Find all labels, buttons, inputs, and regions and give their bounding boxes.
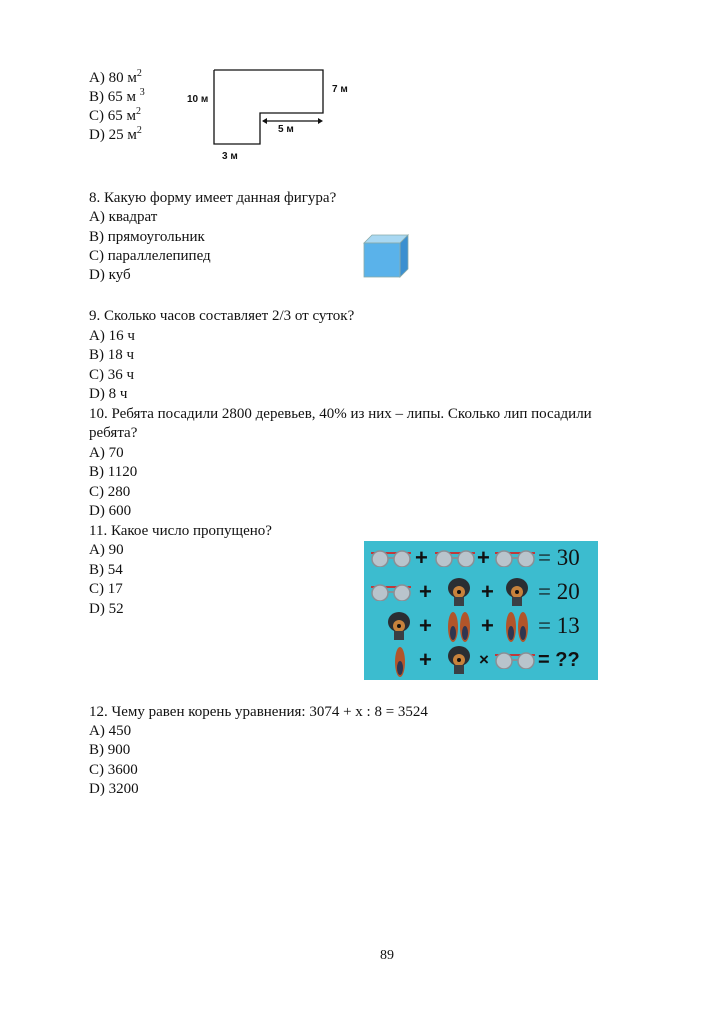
glasses-icon bbox=[434, 549, 476, 567]
dog-icon bbox=[504, 577, 530, 607]
q8-question: 8. Какую форму имеет данная фигура? bbox=[89, 190, 337, 206]
times-sign: × bbox=[479, 650, 489, 669]
option-text: C) 65 м bbox=[89, 108, 136, 124]
puzzle-row-4 bbox=[364, 645, 598, 679]
q8-option-a: A) квадрат bbox=[89, 209, 158, 225]
q9-option-b: B) 18 ч bbox=[89, 347, 135, 363]
q10-option-d: D) 600 bbox=[89, 503, 132, 519]
puzzle-result: = 13 bbox=[538, 613, 580, 638]
glasses-icon bbox=[494, 549, 536, 567]
puzzle-row-3 bbox=[364, 611, 598, 645]
option-text: A) 80 м bbox=[89, 70, 137, 86]
q9-option-c: C) 36 ч bbox=[89, 367, 135, 383]
dog-icon bbox=[446, 645, 472, 675]
q12-question: 12. Чему равен корень уравнения: 3074 + x : 8 = 3524 bbox=[89, 704, 428, 720]
puzzle-result: = ?? bbox=[538, 649, 580, 671]
figure-label-right: 7 м bbox=[332, 84, 348, 95]
q11-question: 11. Какое число пропущено? bbox=[89, 523, 272, 539]
q10-option-c: C) 280 bbox=[89, 484, 131, 500]
q9-option-a: A) 16 ч bbox=[89, 328, 135, 344]
plus-sign: + bbox=[419, 613, 432, 638]
option-text: B) 65 м bbox=[89, 89, 140, 105]
option-text: D) 25 м bbox=[89, 127, 137, 143]
missing-number-puzzle-image bbox=[364, 541, 598, 680]
puzzle-row-1 bbox=[364, 543, 598, 577]
l-shape-figure bbox=[205, 65, 335, 150]
shoes-icon bbox=[504, 611, 530, 643]
q10-option-b: B) 1120 bbox=[89, 464, 138, 480]
q9-question: 9. Сколько часов составляет 2/3 от суток? bbox=[89, 308, 355, 324]
q10-option-a: A) 70 bbox=[89, 445, 124, 461]
dog-icon bbox=[386, 611, 412, 641]
q11-option-d: D) 52 bbox=[89, 601, 124, 617]
q8-option-c: C) параллелепипед bbox=[89, 248, 211, 264]
plus-sign: + bbox=[419, 579, 432, 604]
plus-sign: + bbox=[481, 613, 494, 638]
q7-option-d bbox=[89, 121, 142, 145]
dog-icon bbox=[446, 577, 472, 607]
plus-sign: + bbox=[415, 545, 428, 570]
glasses-icon bbox=[370, 549, 412, 567]
shoes-icon bbox=[446, 611, 472, 643]
cube-image bbox=[362, 233, 410, 279]
superscript: 2 bbox=[136, 68, 142, 79]
figure-label-inner: 5 м bbox=[278, 124, 294, 135]
figure-label-left: 10 м bbox=[187, 94, 209, 105]
q12-option-b: B) 900 bbox=[89, 742, 131, 758]
q8-option-b: B) прямоугольник bbox=[89, 229, 205, 245]
page-number: 89 bbox=[380, 948, 394, 963]
superscript: 2 bbox=[136, 125, 142, 136]
glasses-icon bbox=[494, 651, 536, 669]
puzzle-result: = 30 bbox=[538, 545, 580, 570]
q10-question-line1: 10. Ребята посадили 2800 деревьев, 40% из них – липы. Сколько лип посадили bbox=[89, 406, 592, 422]
puzzle-row-2 bbox=[364, 577, 598, 611]
superscript: 2 bbox=[136, 106, 141, 117]
q8-option-d: D) куб bbox=[89, 267, 131, 283]
q11-option-c: C) 17 bbox=[89, 581, 123, 597]
q12-option-c: C) 3600 bbox=[89, 762, 138, 778]
plus-sign: + bbox=[477, 545, 490, 570]
q11-option-a: A) 90 bbox=[89, 542, 124, 558]
glasses-icon bbox=[370, 583, 412, 601]
q10-question-line2: ребята? bbox=[89, 425, 138, 441]
plus-sign: + bbox=[419, 647, 432, 672]
puzzle-result: = 20 bbox=[538, 579, 580, 604]
q12-option-a: A) 450 bbox=[89, 723, 132, 739]
superscript: 3 bbox=[139, 87, 145, 98]
figure-label-bottom: 3 м bbox=[222, 151, 238, 162]
shoe-icon bbox=[394, 646, 406, 678]
q12-option-d: D) 3200 bbox=[89, 781, 139, 797]
q9-option-d: D) 8 ч bbox=[89, 386, 128, 402]
q11-option-b: B) 54 bbox=[89, 562, 123, 578]
plus-sign: + bbox=[481, 579, 494, 604]
